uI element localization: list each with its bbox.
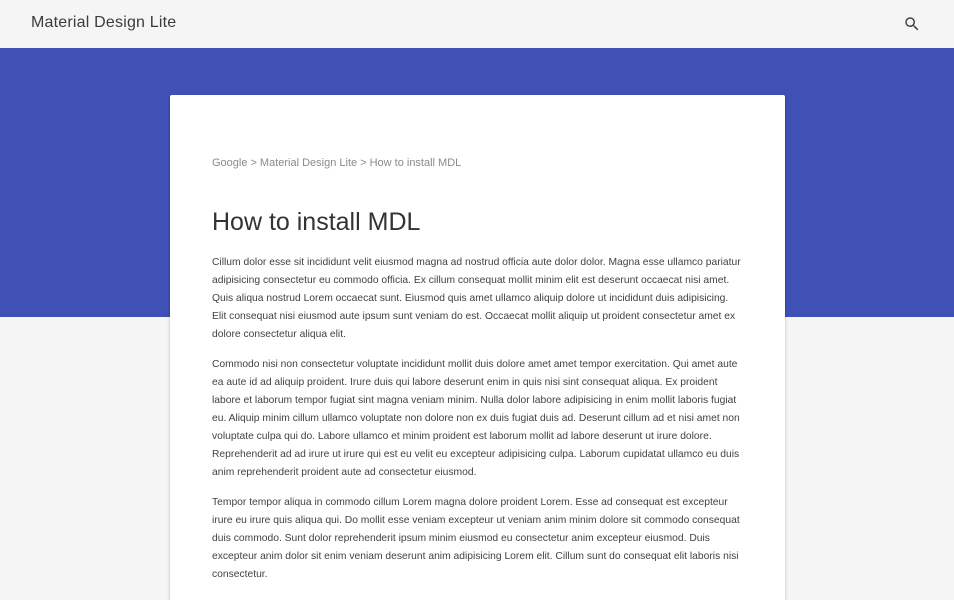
article-title: How to install MDL: [212, 208, 421, 236]
breadcrumb-separator: >: [250, 157, 257, 169]
breadcrumb-separator: >: [360, 157, 367, 169]
article-paragraph: Tempor tempor aliqua in commodo cillum Lorem magna dolore proident Lorem. Esse ad consequat est excepteur irure eu irure quis aliqua qui. Do mollit esse veniam excepteur ut veniam anim minim dolore sit commodo consequat duis commodo. Sunt dolor reprehenderit ipsum minim eiusmod eu consectetur anim excepteur eiusmod. Duis excepteur anim dolor sit enim veniam deserunt anim adipisicing Lorem elit. Cillum sunt do consequat elit laboris nisi consectetur.: [212, 497, 740, 580]
article-paragraph: Commodo nisi non consectetur voluptate incididunt mollit duis dolore amet amet tempor exercitation. Qui amet aute ea aute id ad aliquip proident. Irure duis qui labore deserunt enim in quis nisi sint consequat aliqua. Ex proident labore et laborum tempor fugiat sint magna veniam minim. Nulla dolor labore adipisicing in enim mollit laboris fugiat eu. Aliquip minim cillum ullamco voluptate non dolore non ex duis fugiat duis ad. Deserunt cillum ad et nisi amet non voluptate culpa qui do. Labore ullamco et minim proident est laborum mollit ad labore deserunt ut irure dolore. Reprehenderit ad ad irure ut irure qui est eu velit eu excepteur adipisicing culpa. Laborum cupidatat ullamco eu duis anim reprehenderit proident aute ad consectetur eiusmod.: [212, 359, 740, 478]
breadcrumb-link-google[interactable]: Google: [212, 157, 248, 169]
search-button[interactable]: [897, 9, 927, 39]
search-icon: [903, 15, 921, 33]
article-paragraph: Cillum dolor esse sit incididunt velit eiusmod magna ad nostrud officia aute dolor dolor. Magna esse ullamco pariatur adipisicing consectetur eu commodo officia. Ex cillum consequat mollit minim elit est deserunt occaecat nisi amet. Quis aliqua nostrud Lorem occaecat sunt. Eiusmod quis amet ullamco aliquip dolore ut incididunt duis adipisicing. Elit consequat nisi eiusmod aute ipsum sunt veniam do est. Occaecat mollit aliquip ut proident consectetur amet ex dolore consectetur aliqua elit.: [212, 257, 741, 340]
app-bar: [0, 0, 954, 48]
breadcrumb-link-mdl[interactable]: Material Design Lite: [259, 157, 358, 169]
article-card: [170, 95, 785, 600]
app-title[interactable]: Material Design Lite: [31, 14, 177, 31]
breadcrumb-current: How to install MDL: [369, 157, 462, 169]
breadcrumb: [212, 157, 743, 169]
